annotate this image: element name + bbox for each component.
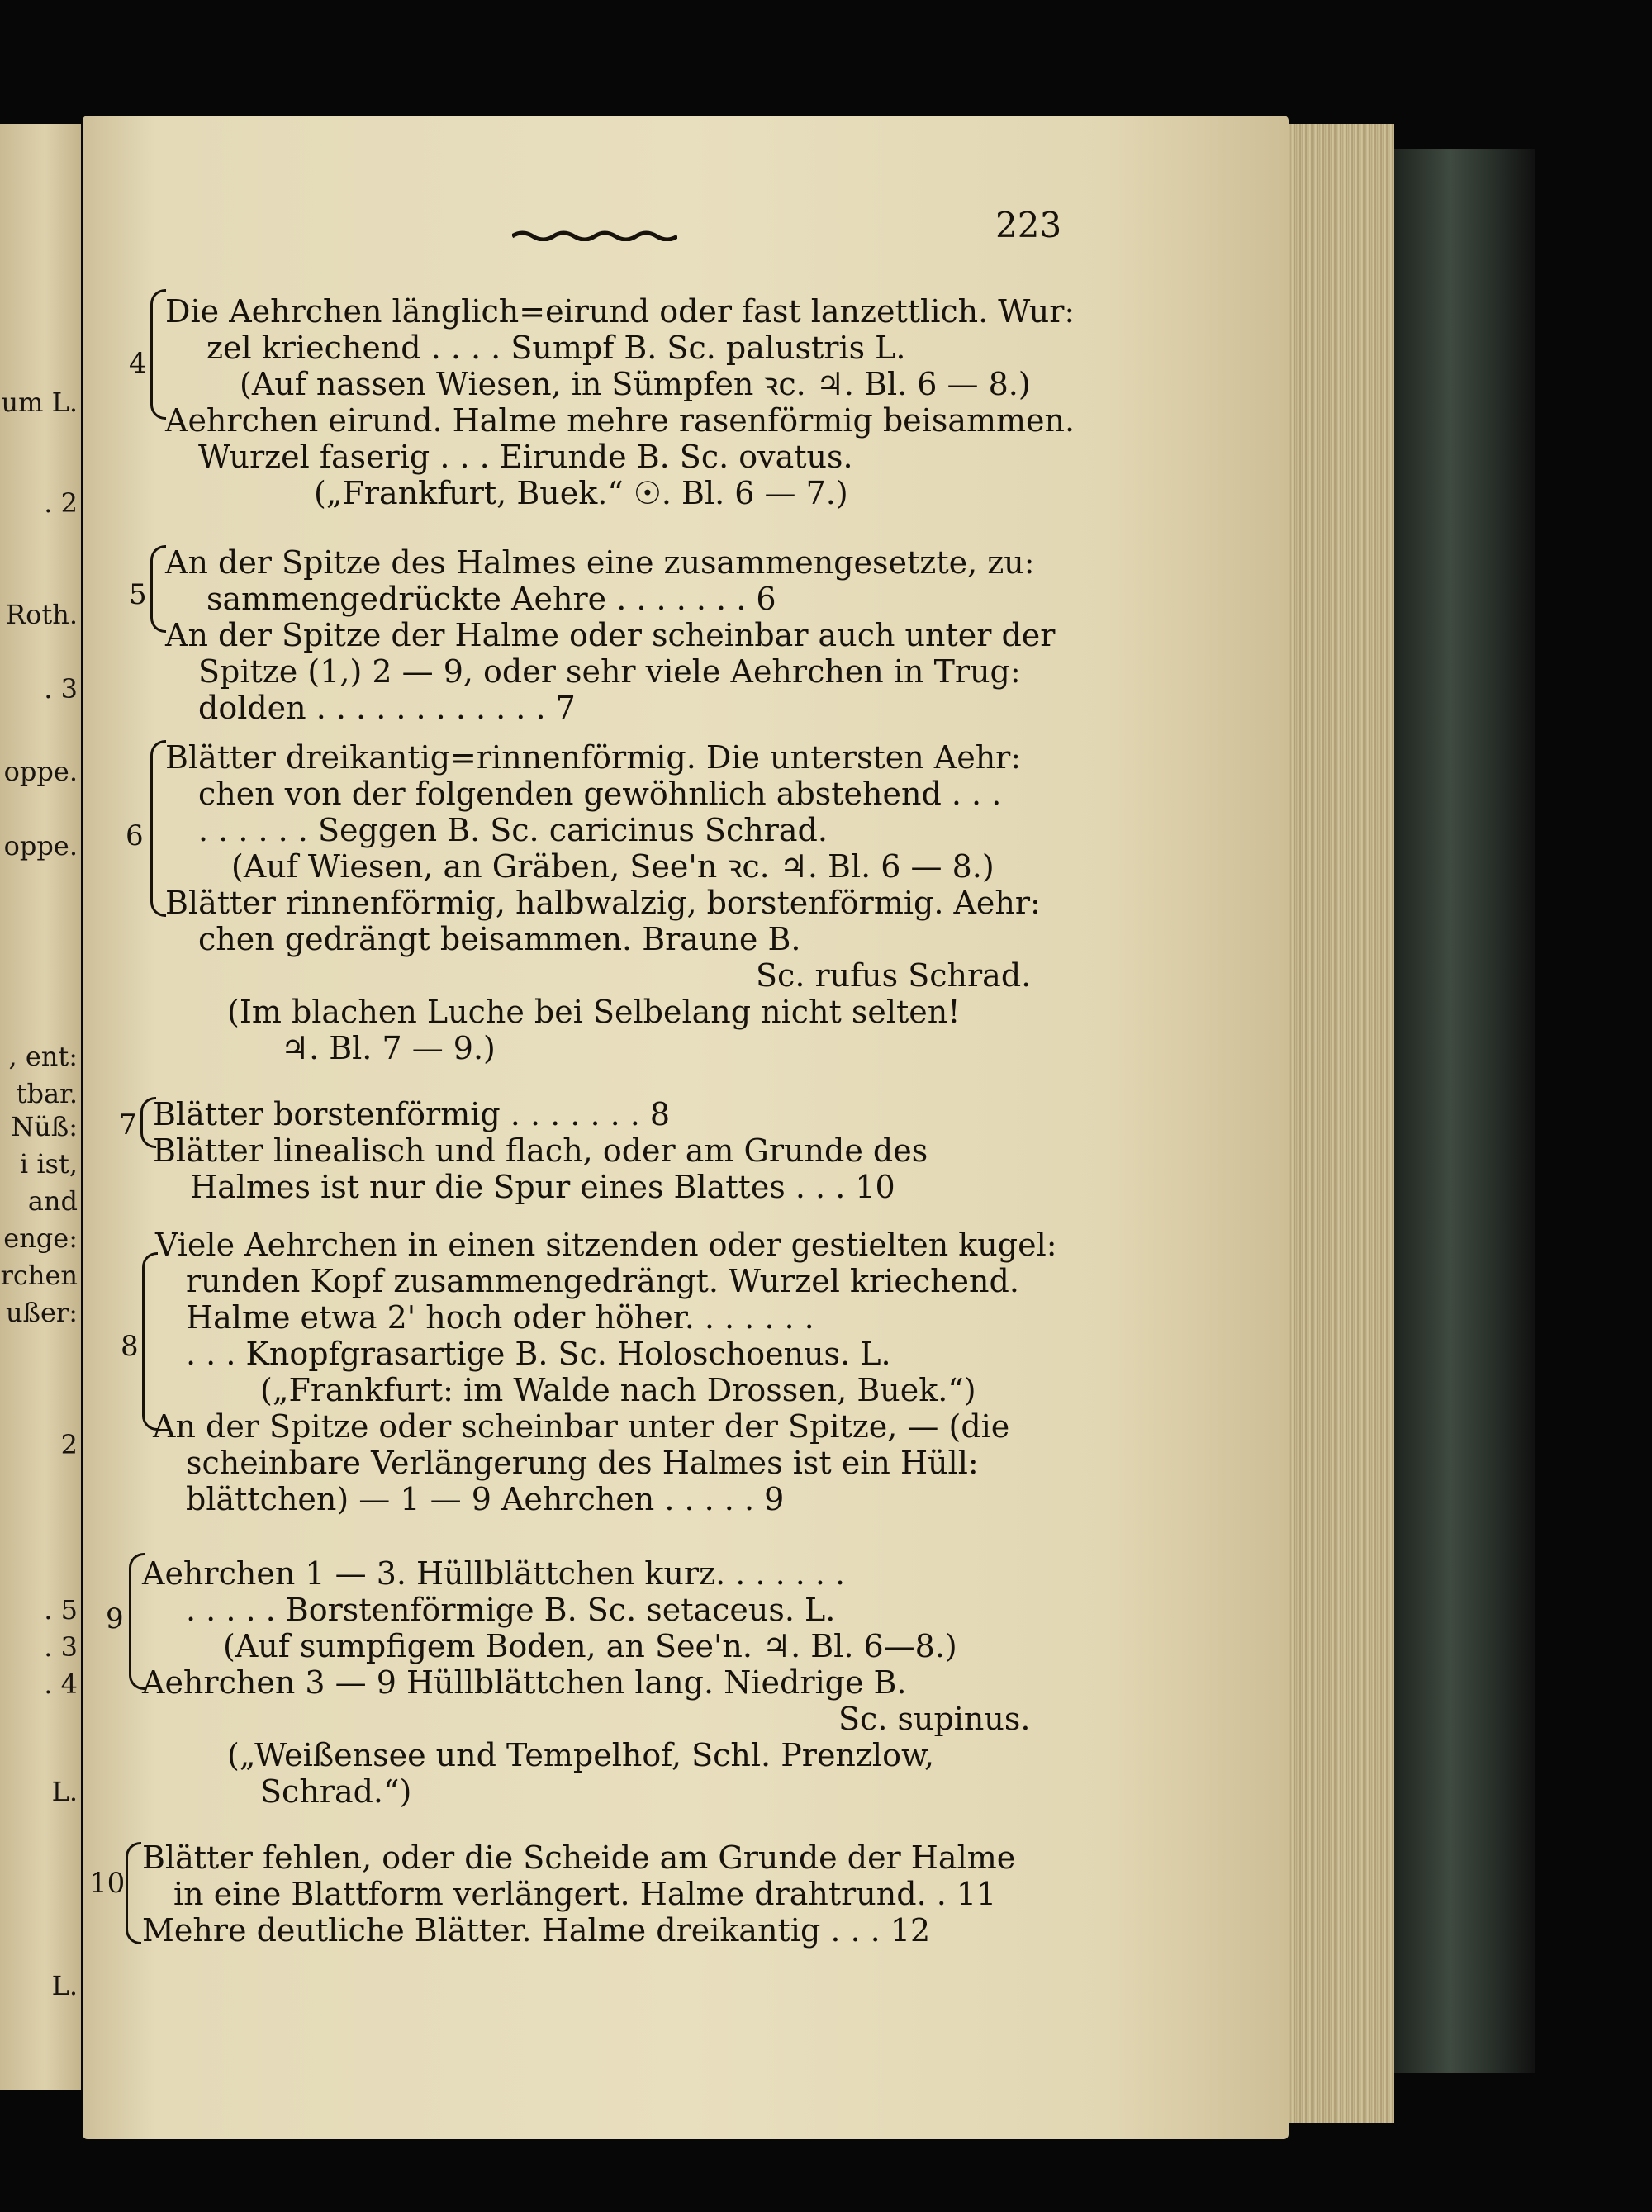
key-line: in eine Blattform verlängert. Halme drahtrund. . 11 (173, 1876, 997, 1912)
left-page-fragment: tbar. (16, 1078, 78, 1109)
key-line: . . . . . Borstenförmige B. Sc. setaceus. L. (186, 1592, 836, 1628)
key-line: runden Kopf zusammengedrängt. Wurzel kriechend. (186, 1263, 1019, 1299)
left-page-fragment: oppe. (3, 756, 78, 787)
left-page-fragment: Nüß: (11, 1111, 78, 1142)
key-line: (Auf Wiesen, an Gräben, See'n ꝛc. ♃. Bl. 6 — 8.) (231, 848, 995, 885)
group-brace (150, 289, 166, 420)
key-line: Viele Aehrchen in einen sitzenden oder gestielten kugel: (155, 1227, 1057, 1263)
left-page-fragment: i ist, (19, 1148, 78, 1180)
group-number: 5 (129, 578, 147, 611)
key-line: . . . . . . Seggen B. Sc. caricinus Schrad. (198, 812, 828, 848)
group-brace (150, 545, 166, 633)
key-line: Blätter rinnenförmig, halbwalzig, borstenförmig. Aehr: (165, 885, 1041, 921)
key-line: ♃. Bl. 7 — 9.) (281, 1030, 496, 1066)
left-page-fragment: Roth. (6, 599, 78, 630)
group-number: 8 (121, 1330, 139, 1363)
key-line: („Frankfurt, Buek.“ ☉. Bl. 6 — 7.) (314, 475, 848, 511)
left-page-fragment: rchen (0, 1260, 78, 1291)
page-content (83, 116, 1289, 2139)
left-page-fragment: . 3 (44, 673, 78, 705)
key-line: sammengedrückte Aehre . . . . . . . 6 (206, 581, 776, 617)
key-line: Spitze (1,) 2 — 9, oder sehr viele Aehrchen in Trug: (198, 653, 1021, 690)
key-line: Wurzel faserig . . . Eirunde B. Sc. ovatus. (198, 439, 853, 475)
header-ornament (512, 230, 677, 241)
group-brace (126, 1842, 141, 1944)
book-page (83, 116, 1289, 2139)
group-number: 10 (89, 1867, 126, 1900)
left-page-fragment: L. (51, 1970, 78, 2001)
key-line: chen gedrängt beisammen. Braune B. (198, 921, 801, 957)
key-line: . . . Knopfgrasartige B. Sc. Holoschoenus. L. (186, 1336, 891, 1372)
key-line: Sc. supinus. (838, 1701, 1031, 1737)
key-line: Halmes ist nur die Spur eines Blattes . . . 10 (190, 1169, 895, 1205)
group-number: 6 (126, 819, 144, 852)
key-line: chen von der folgenden gewöhnlich abstehend . . . (198, 776, 1002, 812)
key-line: Die Aehrchen länglich=eirund oder fast lanzettlich. Wur: (165, 293, 1075, 330)
left-page-fragment: , ent: (8, 1041, 78, 1072)
left-page-fragment: um L. (1, 387, 78, 418)
key-line: Aehrchen eirund. Halme mehre rasenförmig beisammen. (165, 402, 1075, 439)
key-line: blättchen) — 1 — 9 Aehrchen . . . . . 9 (186, 1481, 785, 1517)
key-line: An der Spitze des Halmes eine zusammengesetzte, zu: (165, 544, 1035, 581)
key-line: An der Spitze der Halme oder scheinbar auch unter der (165, 617, 1056, 653)
page-stack-edges (1279, 124, 1394, 2123)
key-line: Blätter dreikantig=rinnenförmig. Die untersten Aehr: (165, 739, 1022, 776)
key-line: Blätter fehlen, oder die Scheide am Grunde der Halme (142, 1839, 1016, 1876)
group-number: 7 (119, 1108, 137, 1142)
group-brace (142, 1252, 158, 1431)
group-brace (150, 740, 166, 917)
left-page-fragment: . 2 (44, 487, 78, 519)
key-line: (Auf sumpfigem Boden, an See'n. ♃. Bl. 6—8.) (223, 1628, 957, 1664)
key-line: („Weißensee und Tempelhof, Schl. Prenzlow, (227, 1737, 935, 1773)
left-page-fragment: enge: (3, 1222, 78, 1254)
left-page-fragment: . 3 (44, 1631, 78, 1663)
key-line: Aehrchen 1 — 3. Hüllblättchen kurz. . . . . . . (142, 1555, 846, 1592)
group-number: 9 (106, 1602, 124, 1635)
left-page-fragment: L. (51, 1776, 78, 1807)
page-number: 223 (995, 205, 1062, 245)
key-line: Halme etwa 2' hoch oder höher. . . . . . . (186, 1299, 814, 1336)
key-line: Aehrchen 3 — 9 Hüllblättchen lang. Niedrige B. (142, 1664, 907, 1701)
key-line: (Auf nassen Wiesen, in Sümpfen ꝛc. ♃. Bl. 6 — 8.) (240, 366, 1031, 402)
key-line: (Im blachen Luche bei Selbelang nicht selten! (227, 994, 961, 1030)
left-page-fragment: ußer: (6, 1297, 78, 1328)
key-line: An der Spitze oder scheinbar unter der Spitze, — (die (153, 1408, 1010, 1445)
left-page-fragment: 2 (60, 1429, 78, 1460)
key-line: Schrad.“) (260, 1773, 412, 1810)
key-line: Mehre deutliche Blätter. Halme dreikantig . . . 12 (142, 1912, 931, 1949)
key-line: Blätter linealisch und flach, oder am Grunde des (153, 1132, 928, 1169)
key-line: zel kriechend . . . . Sumpf B. Sc. palustris L. (206, 330, 906, 366)
left-page-fragment: . 4 (44, 1668, 78, 1700)
left-page-fragment: oppe. (3, 830, 78, 862)
key-line: scheinbare Verlängerung des Halmes ist ein Hüll: (186, 1445, 979, 1481)
left-page-edge (0, 124, 81, 2090)
left-page-fragment: and (27, 1185, 78, 1217)
book-cover (1394, 149, 1535, 2073)
left-page-fragment: . 5 (44, 1594, 78, 1626)
key-line: dolden . . . . . . . . . . . . 7 (198, 690, 576, 726)
key-line: („Frankfurt: im Walde nach Drossen, Buek.“) (260, 1372, 976, 1408)
key-line: Sc. rufus Schrad. (756, 957, 1032, 994)
key-line: Blätter borstenförmig . . . . . . . 8 (153, 1096, 671, 1132)
group-number: 4 (129, 347, 147, 380)
